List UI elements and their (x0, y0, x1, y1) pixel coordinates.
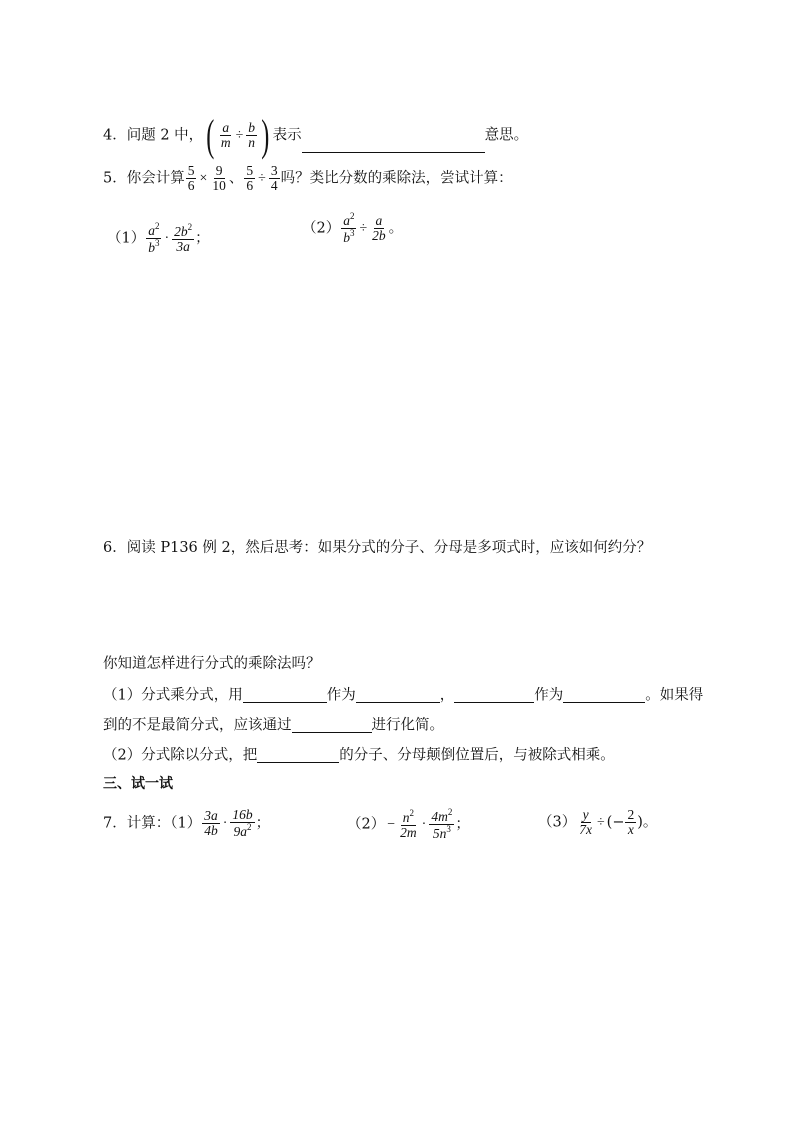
summary-row-2: 到的不是最简分式，应该通过 进行化简。 (103, 717, 444, 734)
q5-p1-fraction-2: $\frac{2b^2}{3a}$ (174, 222, 193, 255)
right-paren: ) (261, 111, 270, 160)
blank-denominator[interactable] (356, 688, 440, 703)
q4-blank[interactable] (302, 138, 485, 153)
left-paren: ( (206, 111, 215, 160)
q5-part-1: （1） $\frac{a^2}{b^3}$ · $\frac{2b^2}{3a}$ ； (107, 221, 210, 256)
q5-fraction-3: $\frac{5}{6}$ (246, 163, 254, 194)
blank-simplify[interactable] (292, 718, 372, 733)
q4-prefix: 4．问题 2 中， (103, 127, 204, 144)
q7-p3-fraction-1: $\frac{y}{7x}$ (579, 807, 592, 838)
q7-p2-fraction-2: $\frac{4m^2}{5n^3}$ (431, 807, 453, 842)
summary-row-1: （1）分式乘分式，用 作为 ， 作为 。如果得 (103, 687, 704, 704)
q5-fraction-1: $\frac{5}{6}$ (187, 163, 195, 194)
q5-suffix: 吗？类比分数的乘除法，尝试计算： (280, 170, 513, 187)
q7-p2-fraction-1: $\frac{n^2}{2m}$ (400, 808, 417, 841)
q5-p2-fraction-1: $\frac{a^2}{b^3}$ (343, 211, 355, 246)
q7-p1-fraction-2: $\frac{16b}{9a^2}$ (232, 807, 253, 840)
question-4: 4．问题 2 中，( $\frac{a}{m}$ ÷ $\frac{b}{n}$ ) 表示 意思。 (103, 111, 529, 160)
q4-suffix: 意思。 (484, 127, 529, 144)
question-6: 6．阅读 P136 例 2，然后思考：如果分式的分子、分母是多项式时，应该如何约分？ (103, 540, 652, 556)
q7-p3-fraction-2: $\frac{2}{x}$ (627, 807, 635, 838)
summary-question: 你知道怎样进行分式的乘除法吗？ (103, 656, 321, 672)
section-title: 三、试一试 (103, 776, 173, 792)
question-7: 7．计算：（1） $\frac{3a}{4b}$ · $\frac{16b}{9a^2}$ ； (103, 807, 271, 840)
blank-divisor[interactable] (257, 748, 339, 763)
summary-row-3: （2）分式除以分式，把 的分子、分母颠倒位置后，与被除式相乘。 (103, 747, 615, 764)
q4-fraction-1: $\frac{a}{m}$ (220, 119, 231, 151)
blank-denominator-2[interactable] (563, 688, 645, 703)
question-7-part-2: （2） − $\frac{n^2}{2m}$ · $\frac{4m^2}{5n^3}$ ； (347, 807, 470, 842)
blank-numerator-2[interactable] (454, 688, 534, 703)
q5-prefix: 5．你会计算 (103, 170, 185, 187)
question-7-part-3: （3） $\frac{y}{7x}$ ÷ (− $\frac{2}{x}$ )。 (538, 807, 658, 838)
q5-p1-fraction-1: $\frac{a^2}{b^3}$ (148, 221, 160, 256)
q5-fraction-4: $\frac{3}{4}$ (270, 163, 278, 194)
q5-fraction-2: $\frac{9}{10}$ (212, 163, 226, 194)
q7-p1-fraction-1: $\frac{3a}{4b}$ (204, 808, 218, 839)
q4-fraction-2: $\frac{b}{n}$ (248, 119, 256, 151)
blank-numerator[interactable] (243, 688, 327, 703)
q5-p2-fraction-2: $\frac{a}{2b}$ (372, 213, 386, 244)
q4-mid: 表示 (272, 127, 302, 144)
q5-part-2: （2） $\frac{a^2}{b^3}$ ÷ $\frac{a}{2b}$ 。 (302, 211, 404, 246)
question-5: 5．你会计算 $\frac{5}{6}$ × $\frac{9}{10}$ 、 $\frac{5}{6}$ ÷ $\frac{3}{4}$ 吗？类比分数的乘除法，尝试计算： (103, 163, 513, 194)
